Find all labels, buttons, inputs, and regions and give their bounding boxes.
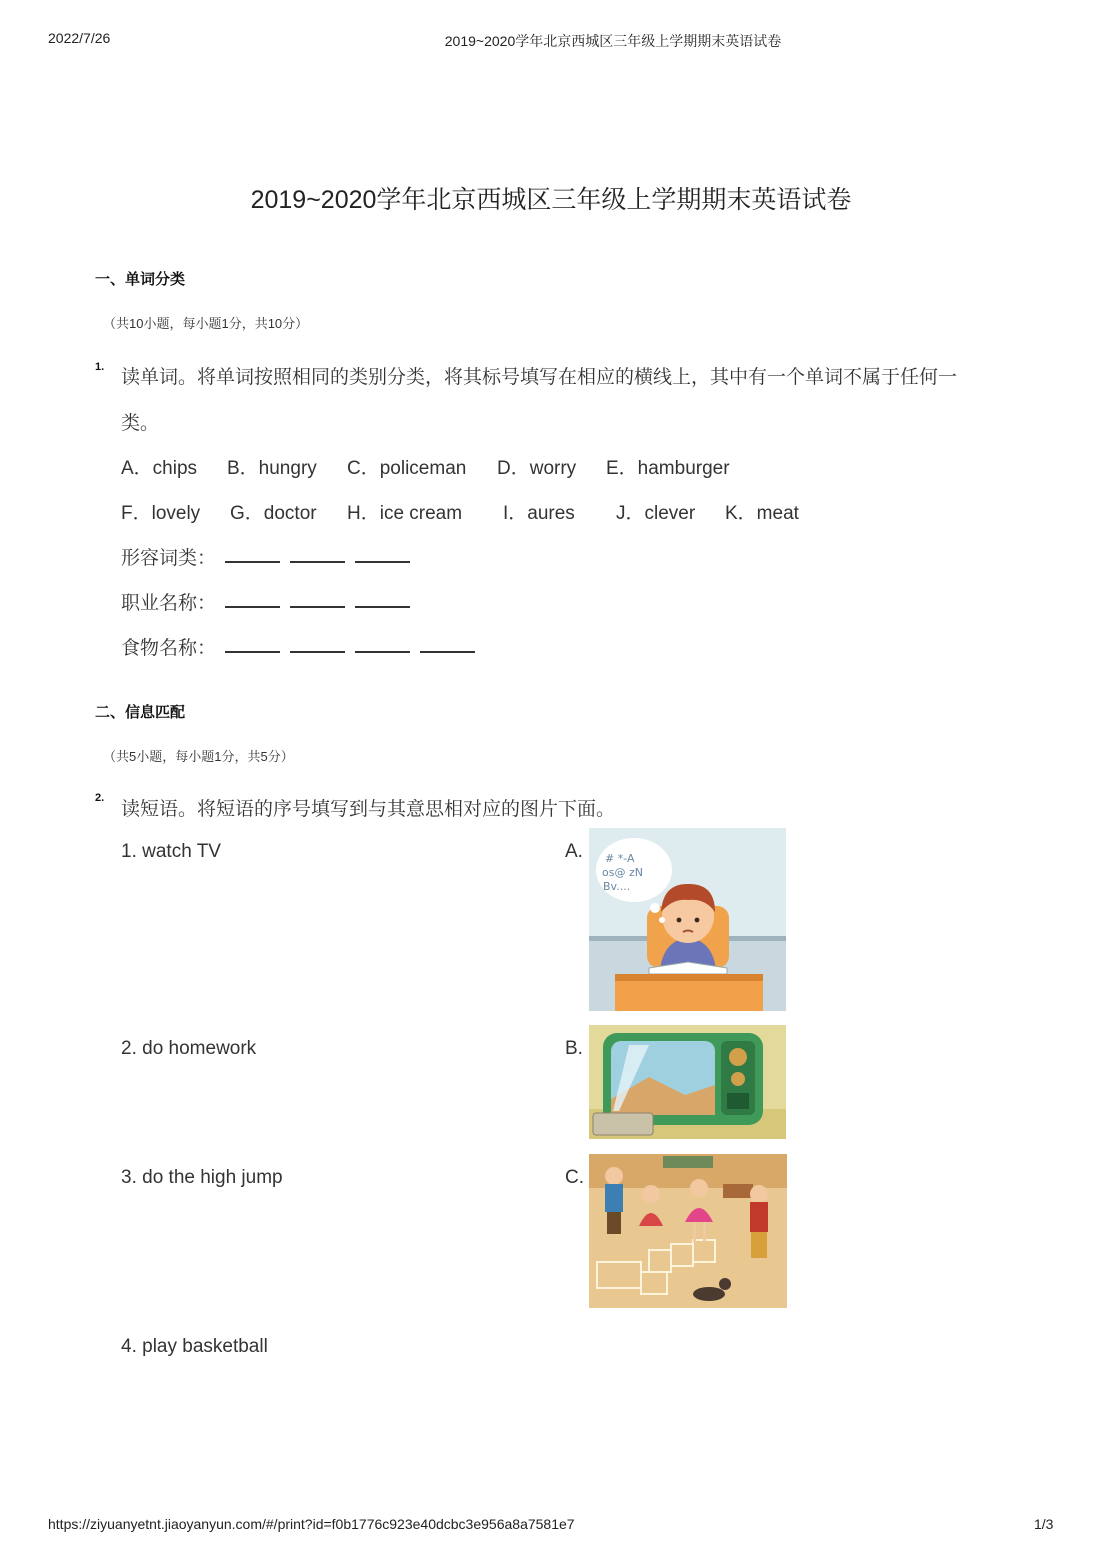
bubble-text-1: # *-A [605, 852, 635, 865]
phrase-3: 3. do the high jump [121, 1167, 283, 1188]
section-note-2: （共5小题，每小题1分，共5分） [103, 749, 294, 764]
question-text-1-line2: 类。 [121, 413, 160, 434]
answer-blank[interactable] [420, 651, 475, 653]
footer-url[interactable]: https://ziyuanyetnt.jiaoyanyun.com/#/print?id=f0b1776c923e40dcbc3e956a8a7581e7 [48, 1516, 575, 1532]
print-date: 2022/7/26 [48, 30, 111, 46]
option-i: I．aures [503, 503, 575, 524]
phrase-4: 4. play basketball [121, 1336, 268, 1357]
section-heading-1: 一、单词分类 [95, 271, 186, 288]
answer-blank[interactable] [225, 651, 280, 653]
question-number-1: 1. [95, 361, 105, 373]
bubble-text-2: os@ zN [602, 866, 643, 879]
section-note-1: （共10小题，每小题1分，共10分） [103, 316, 309, 331]
category-label-adjective: 形容词类： [121, 548, 217, 569]
option-g: G．doctor [230, 503, 317, 524]
answer-blank[interactable] [290, 651, 345, 653]
option-b: B．hungry [227, 458, 317, 479]
answer-blank[interactable] [290, 561, 345, 563]
category-label-food: 食物名称： [121, 638, 217, 659]
option-d: D．worry [497, 458, 577, 479]
option-a: A．chips [121, 458, 198, 479]
option-h: H．ice cream [347, 503, 463, 524]
page-title: 2019~2020学年北京西城区三年级上学期期末英语试卷 [250, 186, 852, 214]
option-j: J．clever [616, 503, 696, 524]
answer-blank[interactable] [355, 606, 410, 608]
question-text-2: 读短语。将短语的序号填写到与其意思相对应的图片下面。 [121, 799, 616, 820]
print-header-title: 2019~2020学年北京西城区三年级上学期期末英语试卷 [444, 33, 782, 49]
option-c: C．policeman [347, 458, 467, 479]
phrase-2: 2. do homework [121, 1038, 257, 1059]
category-label-profession: 职业名称： [121, 593, 217, 614]
picture-a-boy-homework [589, 828, 786, 1011]
footer-page-number: 1/3 [1034, 1516, 1054, 1532]
option-e: E．hamburger [606, 458, 730, 479]
bubble-text-3: Bv.... [603, 880, 631, 893]
answer-blank[interactable] [225, 606, 280, 608]
option-k: K．meat [725, 503, 799, 524]
question-number-2: 2. [95, 792, 105, 804]
picture-label-a: A. [565, 841, 583, 862]
section-heading-2: 二、信息匹配 [95, 704, 186, 721]
phrase-1: 1. watch TV [121, 841, 221, 862]
answer-blank[interactable] [355, 561, 410, 563]
picture-c-children-playing [589, 1154, 787, 1308]
picture-label-b: B. [565, 1038, 583, 1059]
picture-b-television [589, 1025, 786, 1139]
picture-label-c: C. [565, 1167, 584, 1188]
answer-blank[interactable] [355, 651, 410, 653]
question-text-1-line1: 读单词。将单词按照相同的类别分类，将其标号填写在相应的横线上，其中有一个单词不属于任何一 [121, 367, 958, 388]
option-f: F．lovely [121, 503, 201, 524]
answer-blank[interactable] [225, 561, 280, 563]
answer-blank[interactable] [290, 606, 345, 608]
